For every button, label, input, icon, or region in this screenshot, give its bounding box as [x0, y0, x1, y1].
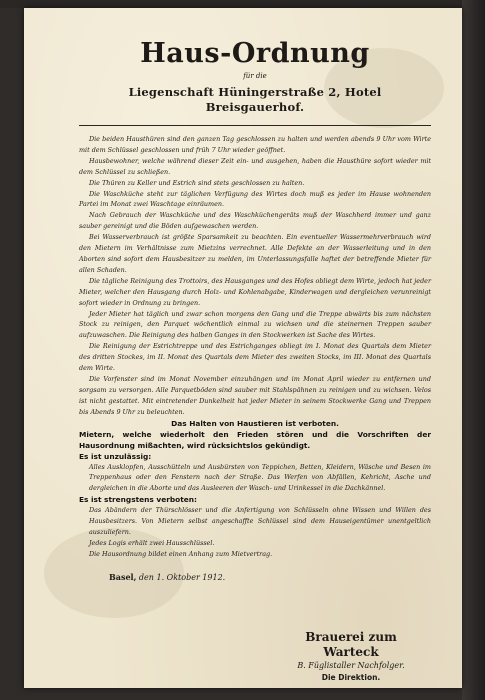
- background-top: [0, 0, 485, 8]
- paragraph: Die Thüren zu Keller und Estrich sind stets geschlossen zu halten.: [89, 178, 305, 187]
- paragraph: Die Reinigung der Estrichtreppe und des Estrichganges obliegt im I. Monat des Quartals dem Mieter des dritten Stockes, im II. Monat des Quartals dem Mieter des zweiten Stocks, im III. Monat des Quartals dem Wirte.: [79, 342, 431, 373]
- date-text: den 1. Oktober 1912.: [138, 572, 226, 582]
- signature-name: B. Füglistaller Nachfolger.: [297, 661, 405, 670]
- divider: [79, 125, 431, 126]
- paragraph: Jeder Mieter hat täglich und zwar schon morgens den Gang und die Treppe abwärts bis zum nächsten Stock zu reinigen, den Parquet wöchentlich einmal zu wichsen und die steinernen Treppen sauber aufzuwaschen. Die Reinigung des halben Ganges in den Stockwerken ist Sache des Wirtes.: [79, 309, 431, 340]
- notice-subtitle-small: für die: [243, 72, 267, 80]
- signature-block: [276, 630, 426, 683]
- notice-content: [79, 38, 431, 583]
- paragraph: Die Waschküche steht zur täglichen Verfügung des Wirtes doch muß es jeder im Hause wohnenden Partei im Monat zwei Waschtage einräumen.: [79, 189, 431, 209]
- notice-paper: [24, 8, 462, 688]
- section-text: Alles Ausklopfen, Ausschütteln und Ausbürsten von Teppichen, Betten, Kleidern, Wäsche und Besen im Treppenhaus oder den Fenstern nach der Straße. Das Werfen von Abfällen, Kehricht, Asche und dergleichen in die Aborte und das Ausleeren der Wasch- und Urinkessel in die Dachkännel.: [89, 462, 431, 493]
- date-place: Basel,: [109, 571, 137, 582]
- notice-subtitle: Liegenschaft Hüningerstraße 2, Hotel Breisgauerhof.: [128, 85, 382, 114]
- signature-org: Brauerei zum Warteck: [305, 630, 397, 659]
- paragraph: Die Vorfenster sind im Monat November einzuhängen und im Monat April wieder zu entfernen und sorgsam zu versorgen. Alle Parquetböden sind sauber mit Stahlspähnen zu reinigen und zu wichsen. Velos ist nicht gestattet. Mit eintretender Dunkelheit hat jeder Mieter in seinem Stockwerke Gang und Treppen bis Abends 9 Uhr zu beleuchten.: [79, 374, 431, 416]
- signature-role: Die Direktion.: [321, 673, 381, 682]
- section-text: Das Abändern der Thürschlösser und die Anfertigung von Schlüsseln ohne Wissen und Willen des Hausbesitzers. Von Mietern selbst angeschaffte Schlüssel sind dem Hauseigentümer unentgeltlich auszuliefern.: [89, 506, 431, 537]
- paragraph: Die tägliche Reinigung des Trottoirs, des Hausganges und des Hofes obliegt dem Wirte, jedoch hat jeder Mieter, welcher den Hausgang durch Holz- und Kohlenabgabe, Kinderwagen und dergleichen verunreinigt sofort wieder in Ordnung zu bringen.: [79, 276, 431, 307]
- section-heading: Es ist unzulässig:: [79, 451, 152, 461]
- paragraph: Hausbewohner, welche während dieser Zeit ein- und ausgehen, haben die Hausthüre sofort wieder mit dem Schlüssel zu schließen.: [79, 156, 431, 176]
- bold-rule: Das Halten von Haustieren ist verboten.: [171, 418, 339, 428]
- paragraph: Die beiden Hausthüren sind den ganzen Tag geschlossen zu halten und werden abends 9 Uhr vom Wirte mit dem Schlüssel geschlossen und früh 7 Uhr wieder geöffnet.: [79, 135, 431, 154]
- paragraph: Bei Wasserverbrauch ist größte Sparsamkeit zu beachten. Ein eventueller Wassermehrverbrauch wird den Mietern im Verhältnisse zum Mietzins verrechnet. Alle Defekte an der Wasserleitung und in den Aborten sind sofort dem Hausbesitzer zu melden, im Unterlassungsfalle haftet der betreffende Mieter für allen Schaden.: [79, 233, 431, 274]
- paragraph: Nach Gebrauch der Waschküche und des Waschküchengeräts muß der Waschherd immer und ganz sauber gereinigt und die Böden aufgewaschen werden.: [79, 211, 431, 231]
- background-right: [462, 0, 485, 700]
- date-line: [79, 572, 431, 583]
- notice-body: [79, 134, 431, 560]
- section-heading: Es ist strengstens verboten:: [79, 495, 197, 505]
- logis-line: Jedes Logis erhält zwei Hausschlüssel.: [89, 539, 215, 547]
- closing-line: Die Hausordnung bildet einen Anhang zum Mietvertrag.: [89, 549, 273, 558]
- notice-title: Haus-Ordnung: [140, 38, 370, 69]
- bold-rule: Mietern, welche wiederholt den Frieden stören und die Vorschriften der Hausordnung mißachten, wird rücksichtslos gekündigt.: [79, 429, 431, 450]
